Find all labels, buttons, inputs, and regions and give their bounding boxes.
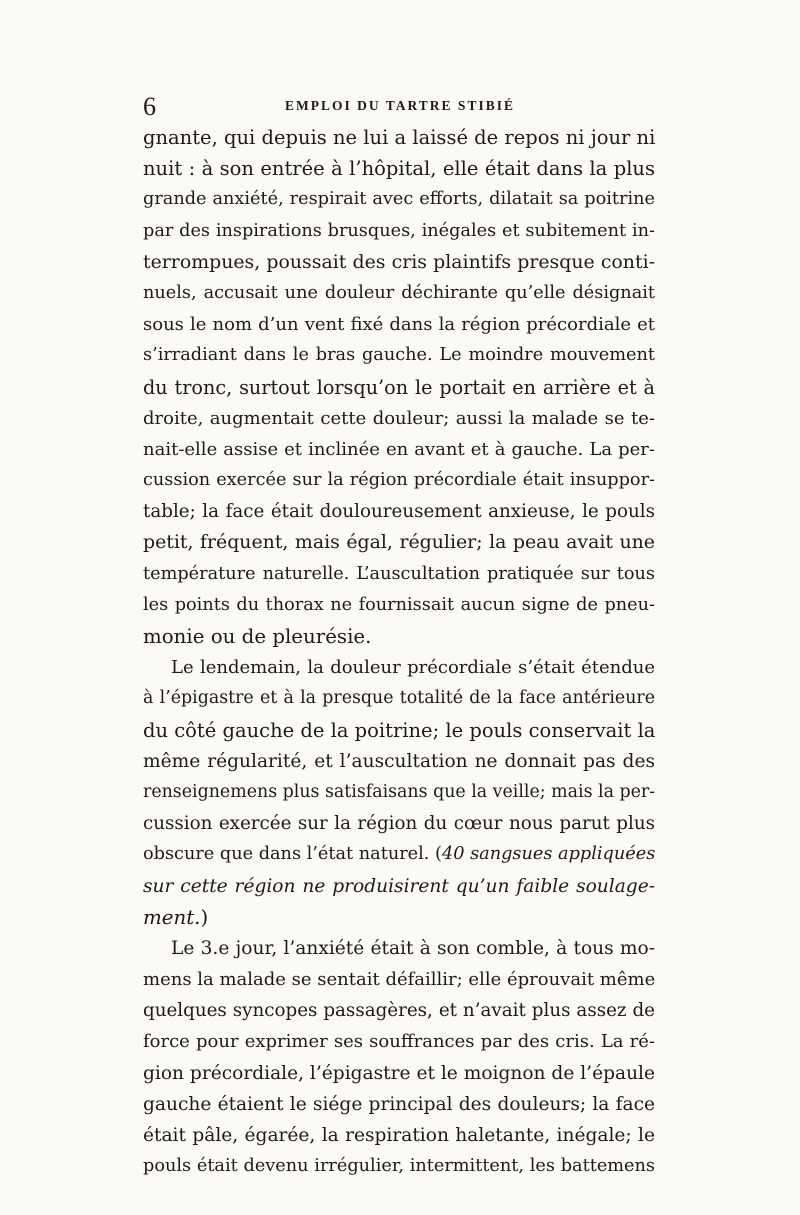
text-line xyxy=(143,839,655,870)
text-line: gnante, qui depuis ne lui a laissé de repos ni jour ni xyxy=(143,126,656,149)
text-line: Le 3.e jour, l’anxiété était à son comble, à tous mo- xyxy=(171,937,655,959)
text-line: était pâle, égarée, la respiration haletante, inégale; le xyxy=(143,1125,655,1146)
text-line: gauche étaient le siége principal des douleurs; la face xyxy=(143,1093,655,1115)
text-line: même régularité, et l’auscultation ne donnait pas des xyxy=(143,750,655,772)
text-line: s’irradiant dans le bras gauche. Le moindre mouvement xyxy=(143,345,655,366)
text-line: force pour exprimer ses souffrances par des cris. La ré- xyxy=(143,1031,655,1053)
text-line: par des inspirations brusques, inégales et subitement in- xyxy=(143,220,655,241)
text-line: pouls était devenu irrégulier, intermittent, les battemens xyxy=(143,1156,655,1177)
text-line: droite, augmentait cette douleur; aussi la malade se te- xyxy=(143,407,655,429)
text-line: petit, fréquent, mais égal, régulier; la peau avait une xyxy=(143,531,655,554)
running-title: EMPLOI DU TARTRE STIBIÉ xyxy=(285,98,515,113)
italic-segment: ment. xyxy=(143,905,201,929)
text-line: gion précordiale, l’épigastre et le moignon de l’épaule xyxy=(143,1062,656,1084)
text-line: renseignemens plus satisfaisans que la veille; mais la per- xyxy=(143,781,656,802)
text-line: mens la malade se sentait défaillir; elle éprouvait même xyxy=(143,969,656,991)
body-text xyxy=(143,122,655,1182)
text-line: table; la face était douloureusement anxieuse, le pouls xyxy=(143,501,655,523)
page-number: 6 xyxy=(143,92,156,121)
text-line: terrompues, poussait des cris plaintifs presque conti- xyxy=(143,250,655,273)
text-line: monie ou de pleurésie. xyxy=(143,625,372,648)
text-line xyxy=(143,902,655,933)
italic-segment: 40 sangsues appliquées xyxy=(441,844,656,865)
text-segment: obscure que dans l’état naturel. ( xyxy=(143,844,442,865)
text-line: du tronc, surtout lorsqu’on le portait en arrière et à xyxy=(143,375,655,399)
text-line: les points du thorax ne fournissait aucun signe de pneu- xyxy=(143,594,655,615)
text-line: nuels, accusait une douleur déchirante qu’elle désignait xyxy=(143,282,655,303)
text-line: sous le nom d’un vent fixé dans la région précordiale et xyxy=(143,314,655,336)
text-line: grande anxiété, respirait avec efforts, dilatait sa poitrine xyxy=(143,189,655,210)
text-line: Le lendemain, la douleur précordiale s’était étendue xyxy=(171,657,655,679)
text-line: cussion exercée sur la région du cœur nous parut plus xyxy=(143,813,655,835)
text-line: sur cette région ne produisirent qu’un faible soulage- xyxy=(143,875,655,897)
text-line: du côté gauche de la poitrine; le pouls conservait la xyxy=(143,718,656,742)
text-segment: ) xyxy=(200,905,209,929)
text-line: nuit : à son entrée à l’hôpital, elle était dans la plus xyxy=(143,157,655,181)
text-line: température naturelle. L’auscultation pratiquée sur tous xyxy=(143,563,655,584)
text-line: à l’épigastre et à la presque totalité de la face antérieure xyxy=(143,688,655,709)
text-line: quelques syncopes passagères, et n’avait plus assez de xyxy=(143,1000,655,1022)
text-line: cussion exercée sur la région précordiale était insuppor- xyxy=(143,470,655,491)
text-line: nait-elle assise et inclinée en avant et à gauche. La per- xyxy=(143,438,655,460)
